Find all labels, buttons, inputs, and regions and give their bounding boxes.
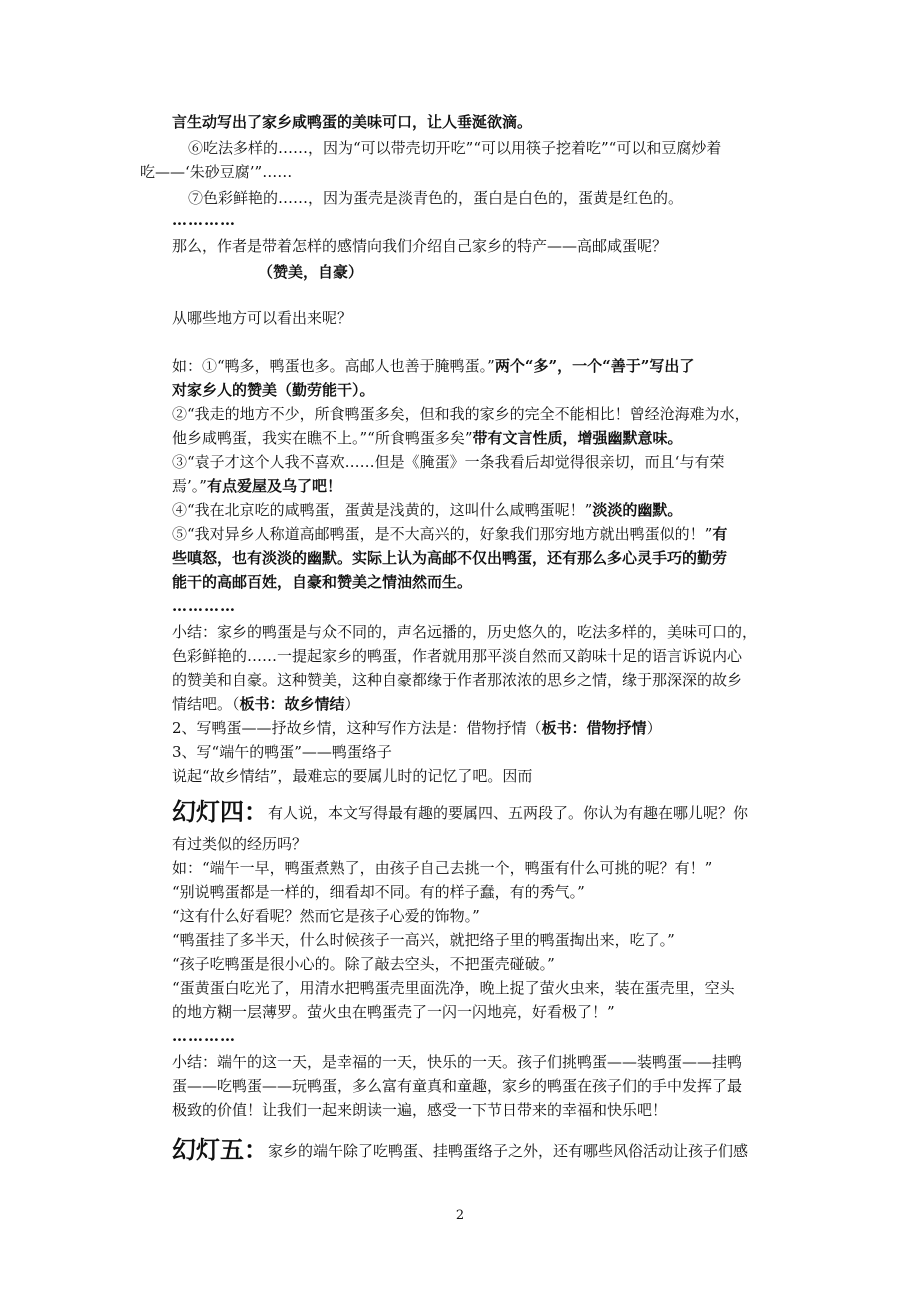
text-segment: 3、写“端午的鸭蛋”——鸭蛋络子	[172, 743, 392, 761]
text-line	[258, 260, 868, 284]
text-segment: ）	[344, 695, 360, 713]
text-line	[172, 354, 782, 378]
text-segment: ⑦色彩鲜艳的……，因为蛋壳是淡青色的，蛋白是白色的，蛋黄是红色的。	[188, 189, 684, 207]
slide-heading: 幻灯四：	[172, 797, 268, 826]
text-line	[172, 644, 782, 668]
text-line	[172, 928, 782, 952]
text-segment: 对家乡人的赞美（勤劳能干）。	[172, 381, 375, 399]
text-line	[172, 1000, 782, 1024]
text-line	[172, 797, 782, 826]
text-segment: 言生动写出了家乡咸鸭蛋的美味可口，让人垂涎欲滴。	[172, 113, 533, 131]
text-line	[172, 692, 782, 716]
text-line	[172, 1098, 782, 1122]
text-line	[172, 832, 782, 856]
text-line	[172, 110, 782, 134]
text-line	[172, 208, 782, 232]
text-line	[172, 378, 782, 402]
text-segment: “别说鸭蛋都是一样的，细看却不同。有的样子蠢，有的秀气。”	[172, 883, 585, 901]
text-line	[172, 1135, 782, 1164]
text-segment: 小结：家乡的鸭蛋是与众不同的，声名远播的，历史悠久的，吃法多样的，美味可口的，	[172, 623, 758, 641]
text-segment: 板书：故乡情结	[239, 695, 345, 713]
text-segment: …………	[172, 211, 236, 229]
text-line	[172, 450, 782, 474]
text-line	[172, 764, 782, 788]
text-segment: 情结吧。（	[172, 695, 240, 713]
text-line	[172, 594, 782, 618]
text-line	[172, 620, 782, 644]
text-line	[172, 880, 782, 904]
text-line	[172, 234, 782, 258]
text-segment: 家乡的端午除了吃鸭蛋、挂鸭蛋络子之外，还有哪些风俗活动让孩子们感	[268, 1142, 749, 1160]
text-line	[172, 498, 782, 522]
text-segment: 蛋——吃鸭蛋——玩鸭蛋，多么富有童真和童趣，家乡的鸭蛋在孩子们的手中发挥了最	[172, 1077, 743, 1095]
text-segment: 色彩鲜艳的……一提起家乡的鸭蛋，作者就用那平淡自然而又韵味十足的语言诉说内心	[172, 647, 743, 665]
text-segment: 如：①“鸭多，鸭蛋也多。高邮人也善于腌鸭蛋。”	[172, 357, 495, 375]
text-line	[172, 1074, 782, 1098]
text-segment: 带有文言性质，增强幽默意味。	[472, 429, 683, 447]
text-line	[172, 306, 782, 330]
text-line	[172, 668, 782, 692]
text-line	[140, 160, 782, 184]
text-segment: ④“我在北京吃的咸鸭蛋，蛋黄是浅黄的，这叫什么咸鸭蛋呢！”	[172, 501, 593, 519]
text-segment: 有点爱屋及乌了吧！	[206, 477, 342, 495]
text-segment: 的赞美和自豪。这种赞美，这种自豪都缘于作者那浓浓的思乡之情，缘于那深深的故乡	[172, 671, 743, 689]
text-segment: 的地方糊一层薄罗。萤火虫在鸭蛋壳了一闪一闪地亮，好看极了！”	[172, 1003, 615, 1021]
text-line	[172, 426, 782, 450]
text-line	[172, 570, 782, 594]
text-line	[172, 546, 782, 570]
text-segment: 板书：借物抒情	[541, 719, 647, 737]
page-number: 2	[455, 1208, 465, 1223]
slide-heading: 幻灯五：	[172, 1135, 268, 1164]
text-segment: ）	[646, 719, 662, 737]
text-segment: 有	[712, 525, 728, 543]
text-segment: 有过类似的经历吗？	[172, 835, 308, 853]
text-line	[172, 976, 782, 1000]
text-line	[172, 740, 782, 764]
text-segment: 能干的高邮百姓，自豪和赞美之情油然而生。	[172, 573, 473, 591]
text-segment: ⑥吃法多样的……，因为“可以带壳切开吃”“可以用筷子挖着吃”“可以和豆腐炒着	[188, 139, 722, 157]
text-segment: 极致的价值！让我们一起来朗读一遍，感受一下节日带来的幸福和快乐吧！	[172, 1101, 668, 1119]
text-line	[172, 716, 782, 740]
text-line	[188, 136, 782, 160]
text-segment: …………	[172, 597, 236, 615]
text-segment: （赞美，自豪）	[258, 263, 364, 281]
text-segment: “鸭蛋挂了多半天，什么时候孩子一高兴，就把络子里的鸭蛋掏出来，吃了。”	[172, 931, 675, 949]
text-segment: 两个“多”，一个“善于”写出了	[494, 357, 695, 375]
text-segment: 有人说，本文写得最有趣的要属四、五两段了。你认为有趣在哪儿呢？你	[268, 804, 749, 822]
text-segment: 些嗔怒，也有淡淡的幽默。实际上认为高邮不仅出鸭蛋，还有那么多心灵手巧的勤劳	[172, 549, 728, 567]
text-segment: ⑤“我对异乡人称道高邮鸭蛋，是不大高兴的，好象我们那穷地方就出鸭蛋似的！”	[172, 525, 713, 543]
text-line	[172, 1024, 782, 1048]
text-line	[172, 856, 782, 880]
text-segment: 2、写鸭蛋——抒故乡情，这种写作方法是：借物抒情（	[172, 719, 542, 737]
text-segment: 他乡咸鸭蛋，我实在瞧不上。”“所食鸭蛋多矣”	[172, 429, 473, 447]
text-segment: ③“袁子才这个人我不喜欢……但是《腌蛋》一条我看后却觉得很亲切，而且‘与有荣	[172, 453, 725, 471]
text-line	[188, 186, 782, 210]
text-segment: “这有什么好看呢？然而它是孩子心爱的饰物。”	[172, 907, 480, 925]
text-segment: 吃——‘朱砂豆腐’”……	[140, 163, 293, 181]
text-line	[172, 952, 782, 976]
text-segment: 说起“故乡情结”，最难忘的要属儿时的记忆了吧。因而	[172, 767, 533, 785]
text-segment: 焉’。”	[172, 477, 207, 495]
text-line	[172, 522, 782, 546]
text-segment: 小结：端午的这一天，是幸福的一天，快乐的一天。孩子们挑鸭蛋——装鸭蛋——挂鸭	[172, 1053, 743, 1071]
text-segment: 那么，作者是带着怎样的感情向我们介绍自己家乡的特产——高邮咸蛋呢？	[172, 237, 668, 255]
text-segment: …………	[172, 1027, 236, 1045]
text-segment: 淡淡的幽默。	[592, 501, 683, 519]
text-segment: “孩子吃鸭蛋是很小心的。除了敲去空头，不把蛋壳碰破。”	[172, 955, 555, 973]
text-line	[172, 474, 782, 498]
text-line	[172, 904, 782, 928]
text-segment: ②“我走的地方不少，所食鸭蛋多矣，但和我的家乡的完全不能相比！曾经沧海难为水，	[172, 405, 750, 423]
text-segment: 如：“端午一早，鸭蛋煮熟了，由孩子自己去挑一个，鸭蛋有什么可挑的呢？有！”	[172, 859, 713, 877]
text-line	[172, 402, 782, 426]
text-segment: “蛋黄蛋白吃光了，用清水把鸭蛋壳里面洗净，晚上捉了萤火虫来，装在蛋壳里，空头	[172, 979, 735, 997]
text-segment: 从哪些地方可以看出来呢？	[172, 309, 353, 327]
text-line	[172, 1050, 782, 1074]
